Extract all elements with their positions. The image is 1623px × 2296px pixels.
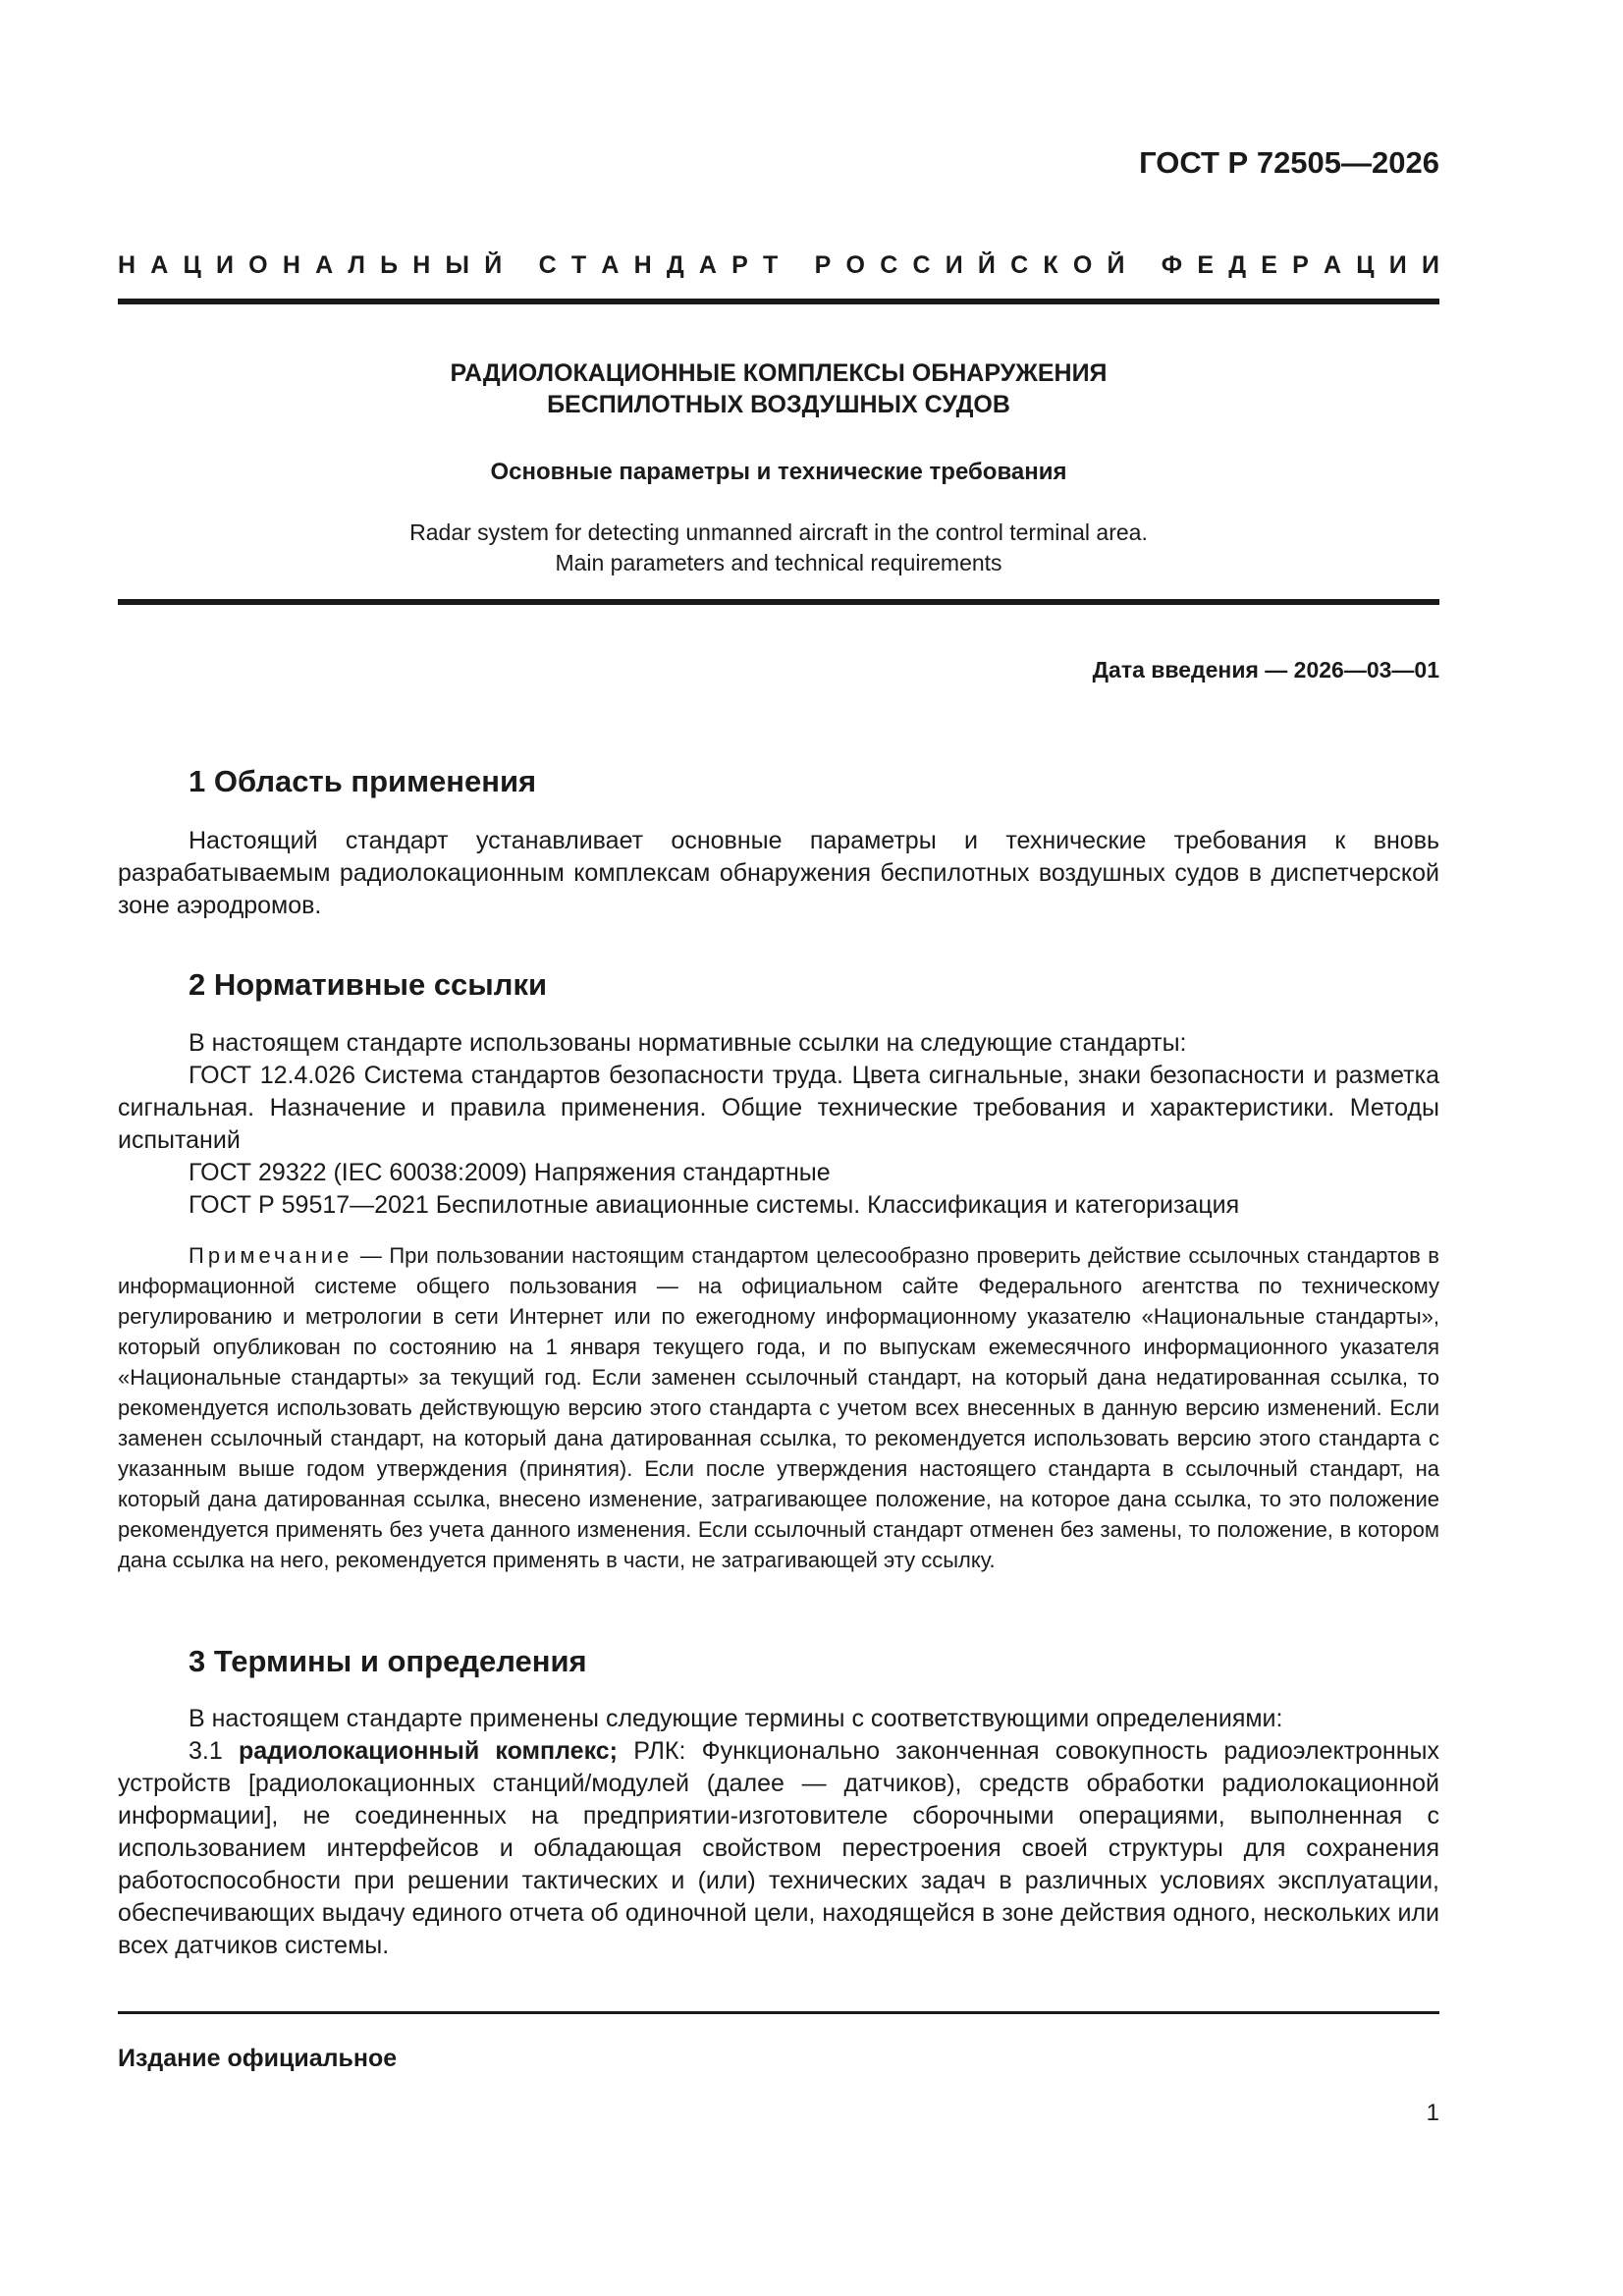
banner-letter: Т [763,251,779,279]
banner-letter: Ц [1356,251,1375,279]
note-label: Примечание [189,1243,353,1268]
banner-letter: Й [484,251,503,279]
banner-letter: Н [118,251,136,279]
banner-letter [793,251,800,280]
banner-letter: И [1388,251,1407,279]
banner-letter: Р [814,251,832,279]
title-en-line1: Radar system for detecting unmanned aircraft in the control terminal area. [409,519,1148,545]
banner-letter: С [912,251,931,279]
title-en [118,518,1439,578]
banner-letter: Н [282,251,300,279]
references-note [118,1240,1439,1575]
term-definition: РЛК: Функционально законченная совокупность радиоэлектронных устройств [радиолокационных станций/модулей (далее — датчиков), средств обработки радиолокационной информации], не соединенных на предприятии-изготовителе сборочными операциями, выполненная с использованием интерфейсов и обладающая свойством перестроения своей структуры для сохранения работоспособности при решении тактических и (или) технических задач в различных условиях эксплуатации, обеспечивающих выдачу единого отчета об одиночной цели, находящейся в зоне действия одного, нескольких или всех датчиков системы. [118,1737,1440,1959]
term-number: 3.1 [189,1737,239,1765]
banner-letter: С [880,251,898,279]
national-standard-banner [118,251,1439,280]
reference-item: ГОСТ Р 59517—2021 Беспилотные авиационные системы. Классификация и категоризация [189,1191,1240,1219]
banner-letter: О [1072,251,1093,279]
banner-letter: Р [1292,251,1309,279]
reference-item: ГОСТ 29322 (IEC 60038:2009) Напряжения стандартные [189,1159,831,1186]
banner-letter: С [538,251,557,279]
banner-letter: Т [570,251,587,279]
section-2-intro: В настоящем стандарте использованы нормативные ссылки на следующие стандарты: [189,1029,1187,1057]
banner-letter [1140,251,1147,280]
reference-item: ГОСТ 12.4.026 Система стандартов безопасности труда. Цвета сигнальные, знаки безопасности и разметка сигнальная. Назначение и правила применения. Общие технические требования и характеристики. Методы испытаний [118,1062,1439,1154]
footer-rule [118,2011,1439,2014]
section-2-text [118,1027,1439,1222]
section-2-heading: 2 Нормативные ссылки [189,967,548,1002]
edition-label: Издание официальное [118,2045,398,2072]
banner-letter: Ь [380,251,399,279]
banner-letter: О [845,251,865,279]
title-ru-line1: РАДИОЛОКАЦИОННЫЕ КОМПЛЕКСЫ ОБНАРУЖЕНИЯ [450,359,1108,387]
banner-letter: Ц [183,251,201,279]
banner-letter: Е [1197,251,1215,279]
banner-letter [516,251,523,280]
section-3-heading: 3 Термины и определения [189,1644,587,1678]
banner-letter: А [150,251,169,279]
banner-letter: И [945,251,963,279]
banner-letter: Ф [1161,251,1183,279]
banner-letter: Н [412,251,431,279]
title-ru-line2: БЕСПИЛОТНЫХ ВОЗДУШНЫХ СУДОВ [547,391,1010,418]
section-3-intro: В настоящем стандарте применены следующие термины с соответствующими определениями: [189,1705,1283,1732]
banner-letter: К [1043,251,1058,279]
banner-letter: Д [666,251,684,279]
banner-letter: И [216,251,234,279]
term-entry [118,1735,1439,1962]
banner-letter: Н [633,251,652,279]
banner-letter: А [1324,251,1342,279]
banner-letter: О [248,251,268,279]
section-1-paragraph: Настоящий стандарт устанавливает основные параметры и технические требования к вновь разрабатываемым радиолокационным комплексам обнаружения беспилотных воздушных судов в диспетчерской зоне аэродромов. [118,827,1439,919]
header-rule [118,299,1439,304]
title-en-line2: Main parameters and technical requirements [555,550,1002,575]
introduction-date: Дата введения — 2026—03—01 [1092,657,1439,683]
banner-letter: Е [1261,251,1277,279]
banner-letter: Д [1228,251,1247,279]
section-1-text [118,825,1439,922]
banner-letter: А [601,251,620,279]
page-number: 1 [1426,2100,1439,2126]
banner-letter: Й [1107,251,1125,279]
term-name: радиолокационный комплекс; [238,1737,618,1765]
banner-letter: А [315,251,334,279]
banner-letter: А [698,251,717,279]
section-1-heading: 1 Область применения [189,764,537,798]
banner-letter: Ы [445,251,470,279]
title-rule [118,599,1439,605]
banner-letter: Л [348,251,365,279]
banner-letter: И [1421,251,1439,279]
title-ru [118,357,1439,420]
note-text: — При пользовании настоящим стандартом целесообразно проверить действие ссылочных стандартов в информационной системе общего пользования — на официальном сайте Федерального агентства по техническому регулированию и метрологии в сети Интернет или по ежегодному информационному указателю «Национальные стандарты», который опубликован по состоянию на 1 января текущего года, и по выпускам ежемесячного информационного указателя «Национальные стандарты» за текущий год. Если заменен ссылочный стандарт, на который дана недатированная ссылка, то рекомендуется использовать действующую версию этого стандарта с учетом всех внесенных в данную версию изменений. Если заменен ссылочный стандарт, на который дана датированная ссылка, то рекомендуется использовать версию этого стандарта с указанным выше годом утверждения (принятия). Если после утверждения настоящего стандарта в ссылочный стандарт, на который дана датированная ссылка, внесено изменение, затрагивающее положение, на которое дана ссылка, то это положение рекомендуется применять без учета данного изменения. Если ссылочный стандарт отменен без замены, то положение, в котором дана ссылка на него, рекомендуется применять в части, не затрагивающей эту ссылку. [118,1243,1439,1572]
banner-letter: С [1010,251,1029,279]
section-3-text [118,1703,1439,1962]
document-code: ГОСТ Р 72505—2026 [1139,145,1439,180]
banner-letter: Й [977,251,996,279]
subtitle-ru: Основные параметры и технические требования [490,459,1067,485]
banner-letter: Р [731,251,748,279]
